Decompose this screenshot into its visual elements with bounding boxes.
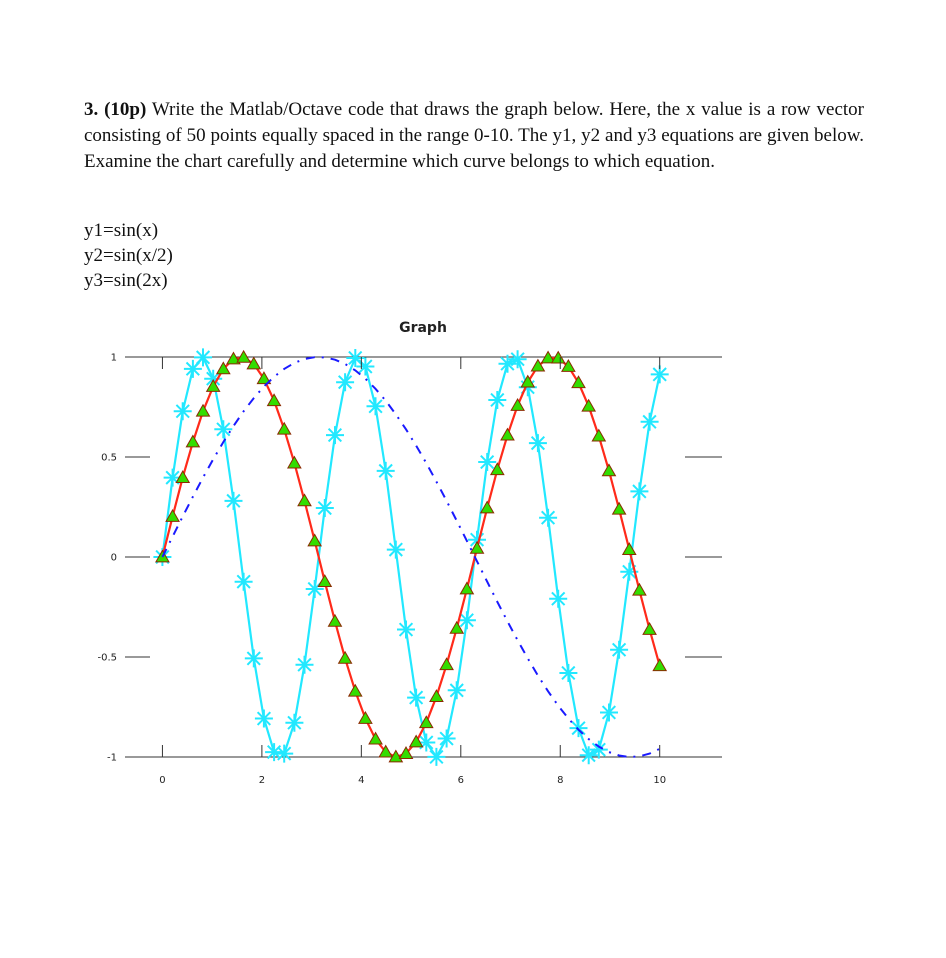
x-tick-label: 10 — [653, 775, 667, 786]
data-point — [245, 649, 263, 667]
data-point — [450, 622, 463, 633]
x-tick-label: 4 — [358, 775, 365, 786]
chart-series — [153, 348, 668, 766]
data-point — [197, 405, 210, 416]
y-tick-label: 0.5 — [101, 452, 117, 464]
data-point — [397, 621, 415, 639]
data-point — [430, 690, 443, 701]
data-point — [318, 575, 331, 586]
x-tick-label: 2 — [258, 775, 266, 786]
data-point — [488, 391, 506, 409]
data-point — [549, 590, 567, 608]
data-point — [623, 543, 636, 554]
data-point — [308, 534, 321, 545]
data-point — [509, 350, 527, 368]
question-label: 3. (10p) — [84, 99, 147, 120]
x-tick-label: 0 — [159, 775, 166, 786]
data-point — [214, 420, 232, 438]
data-point — [641, 413, 659, 431]
data-point — [592, 430, 605, 441]
data-point — [653, 659, 666, 670]
data-point — [194, 348, 212, 366]
data-point — [448, 681, 466, 699]
data-point — [478, 453, 496, 471]
data-point — [643, 623, 656, 634]
data-point — [630, 482, 648, 500]
data-point — [613, 503, 626, 514]
data-point — [255, 710, 273, 728]
x-tick-label: 8 — [557, 775, 564, 786]
data-point — [247, 358, 260, 369]
data-point — [610, 641, 628, 659]
chart-title: Graph — [399, 320, 447, 336]
data-point — [288, 457, 301, 468]
data-point — [326, 426, 344, 444]
y-tick-label: -0.5 — [97, 652, 117, 664]
data-point — [349, 685, 362, 696]
question-body: Write the Matlab/Octave code that draws the graph below. Here, the x value is a row vector consisting of 50 points equally spaced in the range 0-10. The y1, y2 and y3 equations are given below. Examine the chart carefully and determine which curve belongs to which equation. — [84, 99, 864, 172]
data-point — [529, 434, 547, 452]
data-point — [186, 436, 199, 447]
data-point — [268, 394, 281, 405]
data-point — [278, 423, 291, 434]
data-point — [377, 462, 395, 480]
data-point — [600, 704, 618, 722]
data-point — [539, 509, 557, 527]
data-point — [511, 399, 524, 410]
data-point — [359, 712, 372, 723]
data-point — [285, 714, 303, 732]
data-point — [501, 429, 514, 440]
data-point — [316, 499, 334, 517]
data-point — [387, 541, 405, 559]
data-point — [572, 376, 585, 387]
data-point — [633, 584, 646, 595]
series-1 — [156, 351, 666, 762]
data-point — [336, 373, 354, 391]
data-point — [440, 658, 453, 669]
data-point — [582, 400, 595, 411]
data-point — [339, 652, 352, 663]
equation-y3: y3=sin(2x) — [84, 270, 168, 291]
data-point — [602, 464, 615, 475]
data-point — [367, 397, 385, 415]
data-point — [298, 494, 311, 505]
data-point — [296, 656, 314, 674]
x-tick-label: 6 — [457, 775, 464, 786]
data-point — [590, 741, 608, 759]
data-point — [275, 745, 293, 763]
y-tick-label: 0 — [110, 552, 117, 564]
y-tick-label: -1 — [107, 752, 117, 764]
data-point — [328, 615, 341, 626]
data-point — [407, 689, 425, 707]
data-point — [427, 748, 445, 766]
data-point — [369, 733, 382, 744]
data-point — [235, 573, 253, 591]
equation-y1: y1=sin(x) — [84, 220, 159, 241]
equation-y2: y2=sin(x/2) — [84, 245, 173, 266]
data-point — [207, 380, 220, 391]
y-tick-label: 1 — [110, 352, 117, 364]
data-point — [559, 664, 577, 682]
data-point — [438, 730, 456, 748]
data-point — [225, 492, 243, 510]
data-point — [174, 402, 192, 420]
